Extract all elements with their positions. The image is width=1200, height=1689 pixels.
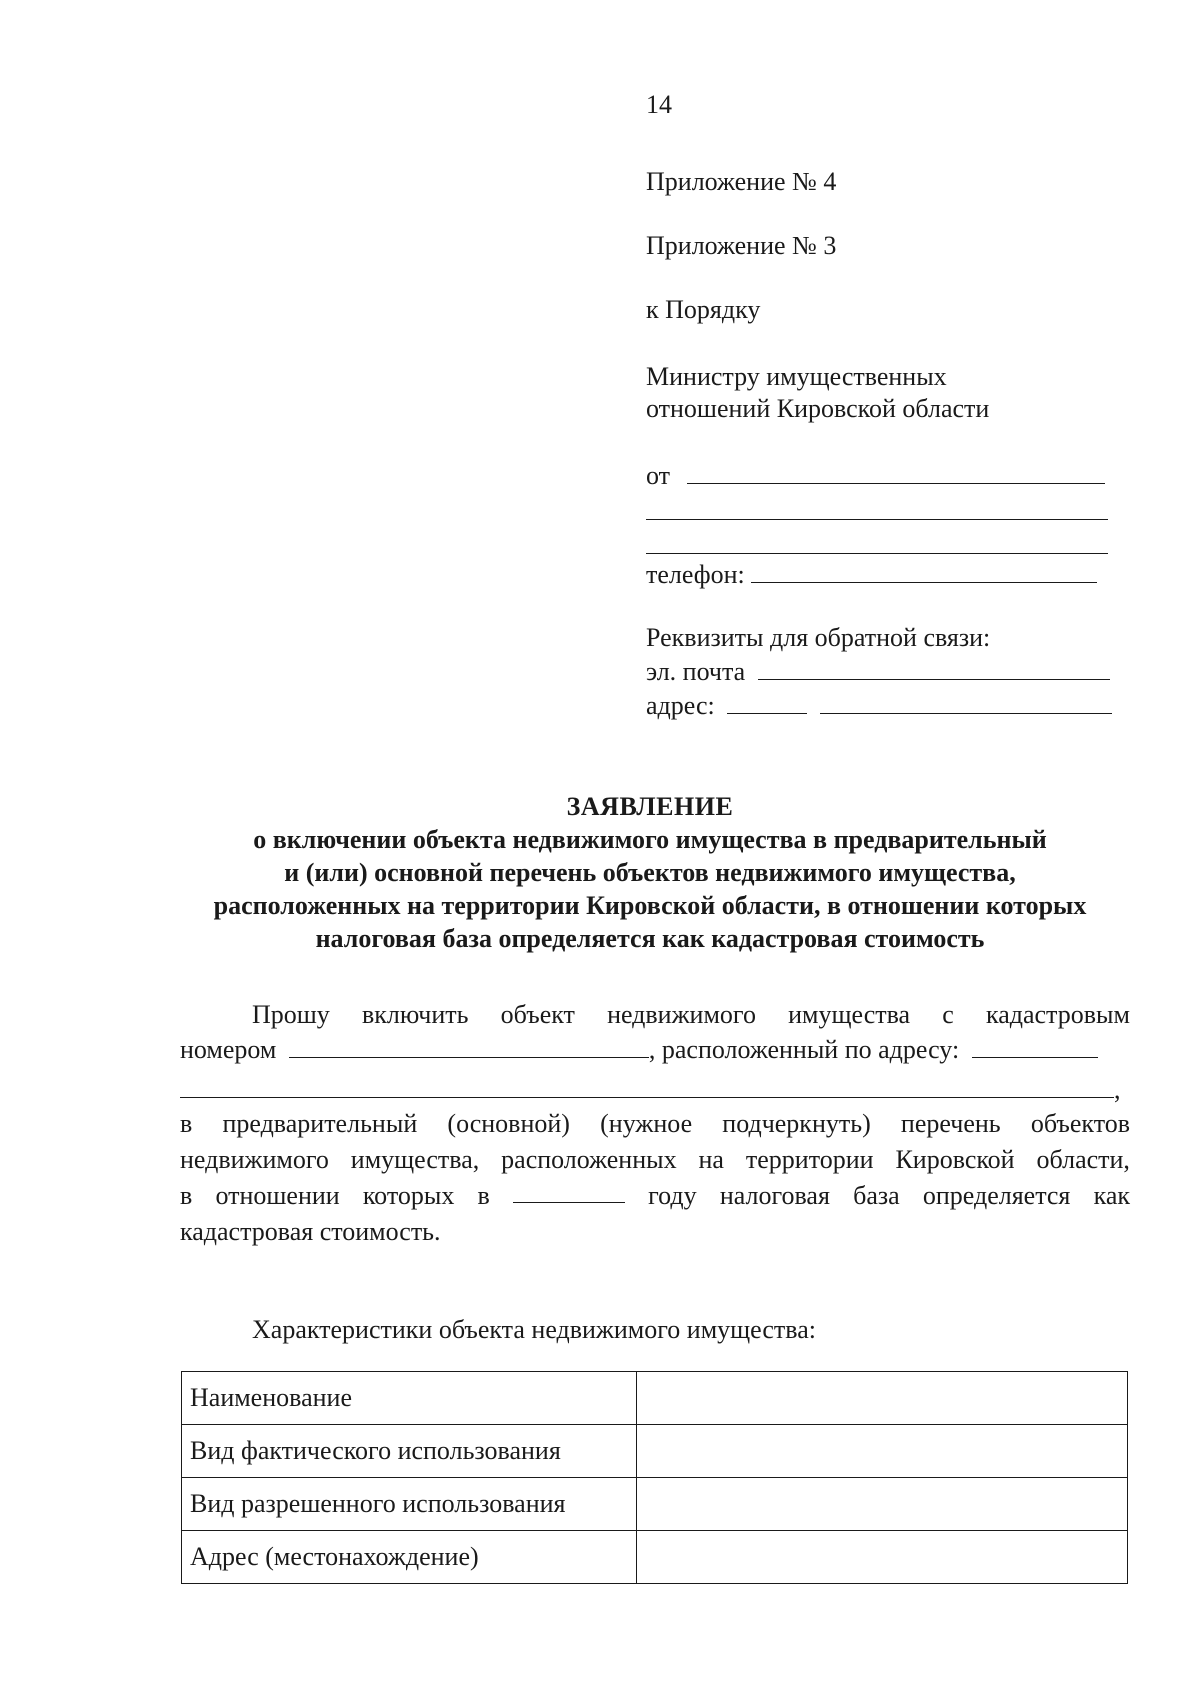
list-word: перечень <box>900 1109 1001 1138</box>
list-word: предварительный <box>222 1109 418 1138</box>
list-word: база <box>853 1181 900 1210</box>
characteristic-value-field[interactable] <box>637 1531 1128 1584</box>
address-field-part-2[interactable] <box>820 691 1112 714</box>
characteristic-value-field[interactable] <box>637 1478 1128 1531</box>
address-row <box>646 690 1112 722</box>
address-field-part-1[interactable] <box>727 691 807 714</box>
characteristics-heading: Характеристики объекта недвижимого имущества: <box>252 1315 816 1344</box>
title-line-4: налоговая база определяется как кадастровая стоимость <box>315 924 985 953</box>
characteristic-value-field[interactable] <box>637 1425 1128 1478</box>
list-line-2-text <box>180 1142 1130 1178</box>
title-main: ЗАЯВЛЕНИЕ <box>566 792 734 821</box>
cadastral-number-field[interactable] <box>289 1035 649 1058</box>
list-word: расположенных <box>501 1145 677 1174</box>
characteristics-table <box>181 1371 1128 1584</box>
characteristic-value-field[interactable] <box>637 1372 1128 1425</box>
table-row <box>182 1531 1128 1584</box>
list-word: имущества, <box>350 1145 480 1174</box>
email-row <box>646 656 1110 688</box>
characteristic-label: Адрес (местонахождение) <box>182 1531 637 1584</box>
object-address-row-2 <box>180 1074 1121 1106</box>
list-word: налоговая <box>719 1181 830 1210</box>
object-address-field-2[interactable] <box>180 1075 1114 1098</box>
from-field-line-3[interactable] <box>646 553 1108 554</box>
to-order-label: к Порядку <box>646 295 761 324</box>
phone-field[interactable] <box>751 560 1097 583</box>
list-word: (нужное <box>600 1109 693 1138</box>
located-text: , расположенный по адресу: <box>648 1035 960 1064</box>
list-word: в <box>180 1109 193 1138</box>
cadastral-label: номером <box>180 1035 277 1064</box>
characteristic-label: Вид фактического использования <box>182 1425 637 1478</box>
list-word: (основной) <box>447 1109 570 1138</box>
address-comma: , <box>1114 1075 1121 1104</box>
addressee-line-2: отношений Кировской области <box>646 394 990 423</box>
list-line-4: кадастровая стоимость. <box>180 1217 441 1246</box>
list-line-2 <box>180 1142 1130 1178</box>
list-word: подчеркнуть) <box>722 1109 871 1138</box>
request-word: включить <box>361 1000 469 1029</box>
title-line-2: и (или) основной перечень объектов недвижимого имущества, <box>284 858 1016 887</box>
title-line-1: о включении объекта недвижимого имущества в предварительный <box>253 825 1047 854</box>
phone-row <box>646 559 1097 591</box>
annex-4-label: Приложение № 4 <box>646 167 837 196</box>
request-word: объект <box>500 1000 575 1029</box>
list-word: территории <box>745 1145 874 1174</box>
request-word: кадастровым <box>985 1000 1130 1029</box>
email-field[interactable] <box>758 657 1110 680</box>
characteristic-label: Наименование <box>182 1372 637 1425</box>
list-word: определяется <box>922 1181 1071 1210</box>
list-word: объектов <box>1030 1109 1130 1138</box>
request-word: Прошу <box>252 1000 330 1029</box>
list-word: которых <box>362 1181 455 1210</box>
table-row <box>182 1478 1128 1531</box>
table-row <box>182 1372 1128 1425</box>
cadastral-row <box>180 1034 1098 1066</box>
from-row <box>646 460 1105 492</box>
list-word: в <box>180 1181 193 1210</box>
list-word: в <box>477 1181 490 1210</box>
addressee-line-1: Министру имущественных <box>646 362 947 391</box>
page-number: 14 <box>646 90 672 119</box>
table-row <box>182 1425 1128 1478</box>
email-label: эл. почта <box>646 657 746 686</box>
object-address-field-1[interactable] <box>972 1035 1098 1058</box>
request-word: имущества <box>788 1000 911 1029</box>
phone-label: телефон: <box>646 560 745 589</box>
document-title <box>170 790 1130 955</box>
list-line-1 <box>180 1106 1130 1142</box>
requisites-label: Реквизиты для обратной связи: <box>646 623 991 652</box>
list-word: области, <box>1036 1145 1130 1174</box>
list-word: недвижимого <box>180 1145 329 1174</box>
from-field-line-2[interactable] <box>646 519 1108 520</box>
request-word: с <box>942 1000 954 1029</box>
list-word: отношении <box>215 1181 340 1210</box>
annex-3-label: Приложение № 3 <box>646 231 837 260</box>
from-field[interactable] <box>687 461 1105 484</box>
from-label: от <box>646 461 671 490</box>
characteristic-label: Вид разрешенного использования <box>182 1478 637 1531</box>
list-word: на <box>698 1145 724 1174</box>
address-label: адрес: <box>646 691 715 720</box>
title-line-3: расположенных на территории Кировской области, в отношении которых <box>213 891 1087 920</box>
list-word: году <box>648 1181 697 1210</box>
list-word: как <box>1093 1181 1130 1210</box>
list-word: Кировской <box>895 1145 1015 1174</box>
request-line-1 <box>252 997 1130 1033</box>
year-field[interactable] <box>513 1178 625 1203</box>
list-line-3 <box>180 1178 1130 1214</box>
request-word: недвижимого <box>607 1000 756 1029</box>
